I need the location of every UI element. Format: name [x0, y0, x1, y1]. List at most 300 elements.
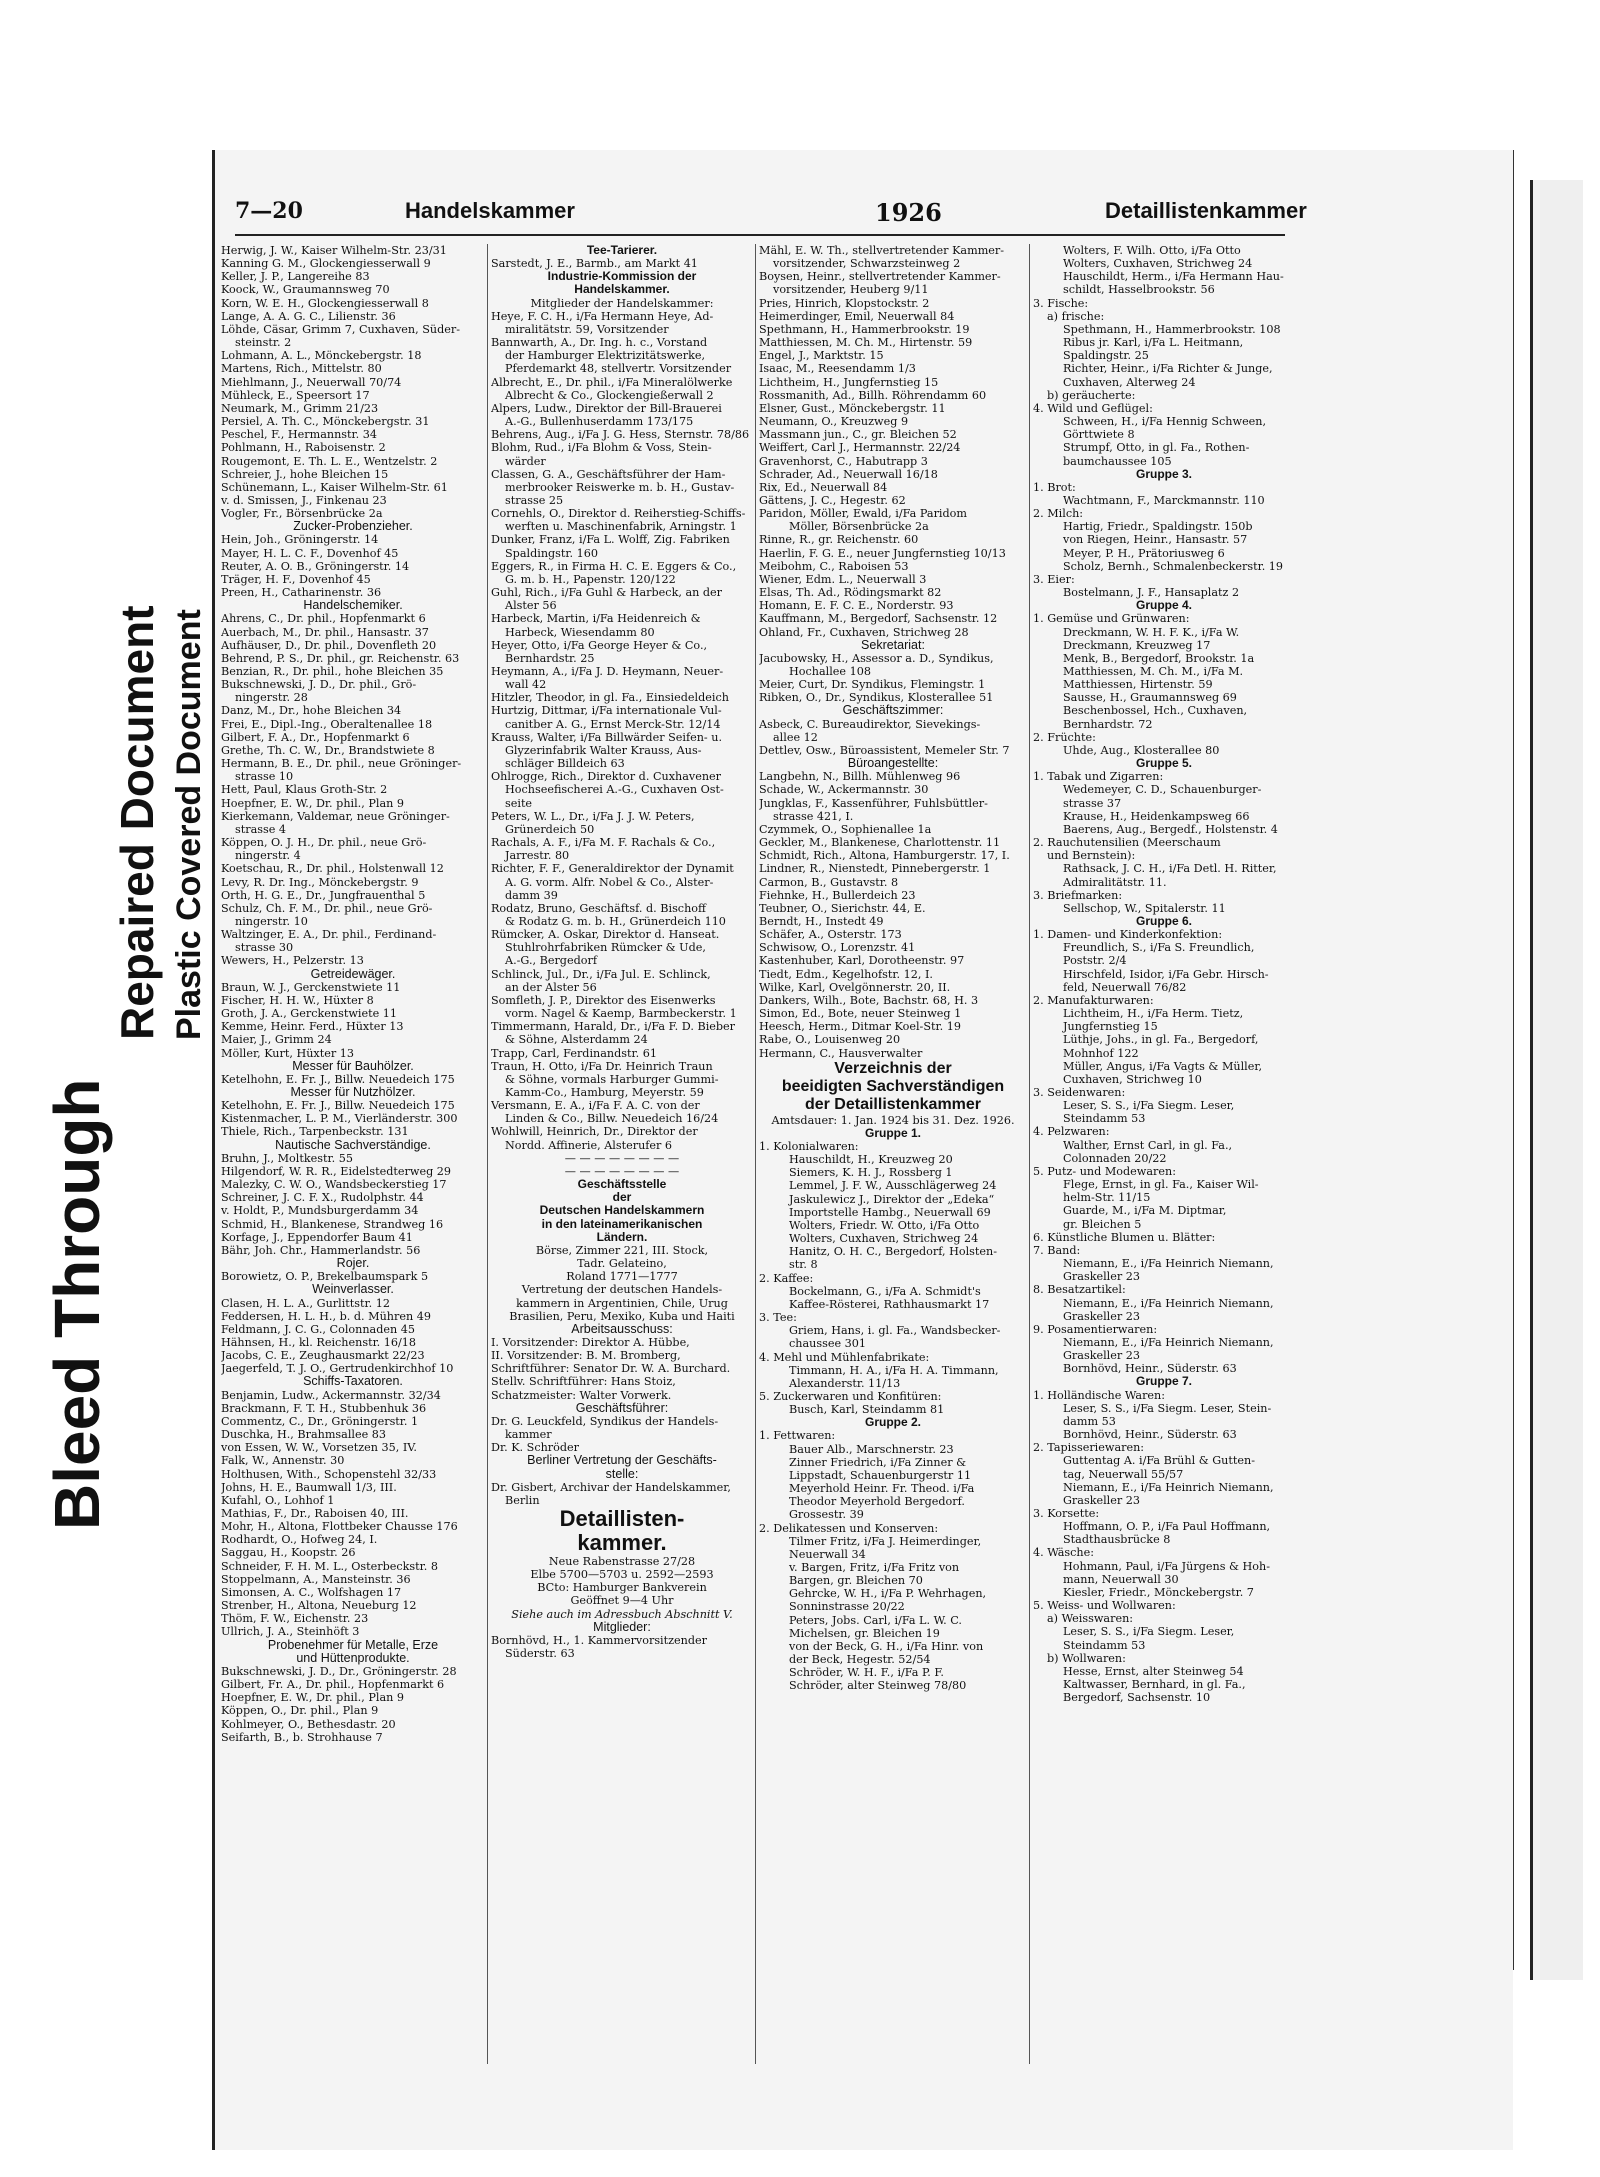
- directory-line: Brackmann, F. T. H., Stubbenhuk 36: [221, 1401, 427, 1415]
- directory-line: 4. Wild und Geflügel:: [1033, 401, 1153, 415]
- column-1: [221, 244, 485, 2074]
- directory-line: Martens, Rich., Mittelstr. 80: [221, 362, 382, 376]
- directory-line: Görttwiete 8: [1063, 428, 1135, 442]
- directory-line: Graskeller 23: [1063, 1270, 1141, 1284]
- directory-line: Rabe, O., Louisenweg 20: [759, 1033, 901, 1047]
- directory-line: schläger Billdeich 63: [505, 757, 625, 771]
- directory-line: Scholz, Bernh., Schmalenbeckerstr. 19: [1063, 559, 1284, 573]
- directory-line: Dettlev, Osw., Büroassistent, Memeler Str. 7: [759, 743, 1010, 757]
- directory-line: Braun, W. J., Gerckenstwiete 11: [221, 980, 401, 994]
- directory-line: Wiener, Edm. L., Neuerwall 3: [759, 572, 927, 586]
- directory-line: Spethmann, H., Hammerbrookstr. 108: [1063, 322, 1281, 336]
- directory-line: Simon, Ed., Bote, neuer Steinweg 1: [759, 1007, 962, 1021]
- directory-line: Elbe 5700—5703 u. 2592—2593: [530, 1568, 714, 1582]
- directory-line: Schlinck, Jul., Dr., i/Fa Jul. E. Schlinck,: [491, 967, 711, 981]
- directory-line: Lemmel, J. F. W., Ausschlägerweg 24: [789, 1179, 997, 1193]
- directory-line: Benjamin, Ludw., Ackermannstr. 32/34: [221, 1388, 441, 1402]
- directory-line: a) Weisswaren:: [1047, 1612, 1134, 1626]
- directory-line: Levy, R. Dr. Ing., Mönckebergstr. 9: [221, 875, 419, 889]
- directory-line: strasse 421, I.: [773, 809, 854, 823]
- directory-line: Ohland, Fr., Cuxhaven, Strichweg 28: [759, 625, 969, 639]
- directory-line: Rachals, A. F., i/Fa M. F. Rachals & Co.,: [491, 836, 716, 850]
- header-year: 1926: [875, 198, 942, 227]
- directory-line: Guarde, M., i/Fa M. Diptmar,: [1063, 1204, 1227, 1218]
- section-heading: beeidigten Sachverständigen: [781, 1077, 1005, 1095]
- directory-line: Freundlich, S., i/Fa S. Freundlich,: [1063, 941, 1255, 955]
- directory-line: Timmermann, Harald, Dr., i/Fa F. D. Bieber: [491, 1020, 736, 1034]
- directory-line: Hoffmann, O. P., i/Fa Paul Hoffmann,: [1063, 1520, 1271, 1534]
- directory-line: Behrend, P. S., Dr. phil., gr. Reichenstr. 63: [221, 651, 460, 665]
- directory-line: Lichtheim, H., i/Fa Herm. Tietz,: [1063, 1007, 1244, 1021]
- directory-line: Bähr, Joh. Chr., Hammerlandstr. 56: [221, 1243, 421, 1257]
- directory-line: 1. Kolonialwaren:: [759, 1140, 859, 1153]
- directory-line: Elsner, Gust., Mönckebergstr. 11: [759, 401, 946, 415]
- directory-line: Michelsen, gr. Bleichen 19: [789, 1626, 940, 1640]
- directory-line: Importstelle Hambg., Neuerwall 69: [789, 1205, 991, 1219]
- directory-line: Hermann, B. E., Dr. phil., neue Gröninger-: [221, 757, 462, 771]
- directory-line: Ketelhohn, E. Fr. J., Billw. Neuedeich 175: [221, 1099, 455, 1113]
- directory-line: Heye, F. C. H., i/Fa Hermann Heye, Ad-: [491, 309, 714, 323]
- directory-line: & Söhne, vormals Harburger Gummi-: [505, 1072, 719, 1086]
- directory-line: strasse 10: [235, 770, 294, 784]
- directory-line: Cuxhaven, Alterweg 24: [1063, 375, 1196, 389]
- directory-line: Bernhardstr. 72: [1063, 717, 1153, 731]
- directory-line: Meyer, P. H., Prätoriusweg 6: [1063, 546, 1225, 560]
- directory-line: Brasilien, Peru, Mexiko, Kuba und Haiti: [509, 1309, 735, 1323]
- section-heading: Tee-Tarierer.: [586, 244, 658, 257]
- directory-line: Orth, H. G. E., Dr., Jungfrauenthal 5: [221, 888, 426, 902]
- directory-line: Heymann, A., i/Fa J. D. Heymann, Neuer-: [491, 665, 724, 678]
- directory-line: Hochallee 108: [789, 665, 871, 678]
- directory-line: Alpers, Ludw., Direktor der Bill-Brauerei: [491, 401, 722, 415]
- directory-line: kammer: [505, 1428, 552, 1442]
- directory-line: Mähl, E. W. Th., stellvertretender Kammer-: [759, 244, 1005, 257]
- directory-line: Hartig, Friedr., Spaldingstr. 150b: [1063, 520, 1253, 534]
- directory-line: Pferdemarkt 48, stellvertr. Vorsitzender: [505, 362, 732, 376]
- directory-line: Fischer, H. H. W., Hüxter 8: [221, 993, 374, 1007]
- directory-line: Johns, H. E., Baumwall 1/3, III.: [221, 1480, 397, 1494]
- directory-line: Hein, Joh., Gröningerstr. 14: [221, 533, 379, 547]
- section-heading: Geschäftszimmer:: [842, 704, 944, 718]
- directory-line: Schäfer, A., Osterstr. 173: [759, 928, 902, 942]
- directory-line: Ullrich, J. A., Steinhöft 3: [221, 1625, 360, 1639]
- directory-line: Somfleth, J. P., Direktor des Eisenwerks: [491, 993, 716, 1007]
- directory-line: Massmann jun., C., gr. Bleichen 52: [759, 428, 957, 442]
- directory-line: Hauschildt, H., Kreuzweg 20: [789, 1153, 953, 1167]
- section-heading: Zucker-Probenzieher.: [293, 520, 413, 534]
- directory-line: Spethmann, H., Hammerbrookstr. 19: [759, 322, 970, 336]
- directory-line: Herwig, J. W., Kaiser Wilhelm-Str. 23/31: [221, 244, 447, 257]
- directory-line: Grünerdeich 50: [505, 822, 595, 836]
- directory-line: Gilbert, Fr. A., Dr. phil., Hopfenmarkt 6: [221, 1678, 445, 1692]
- directory-line: Lindner, R., Nienstedt, Pinnebergerstr. 1: [759, 862, 991, 876]
- directory-line: damm 39: [505, 888, 558, 902]
- directory-line: Leser, S. S., i/Fa Siegm. Leser,: [1063, 1625, 1235, 1639]
- directory-line: Wolters, Cuxhaven, Strichweg 24: [789, 1232, 979, 1246]
- directory-line: 1. Fettwaren:: [759, 1429, 836, 1443]
- directory-line: feld, Neuerwall 76/82: [1063, 980, 1187, 994]
- directory-line: vorsitzender, Schwarzsteinweg 2: [773, 257, 961, 271]
- directory-line: — — — — — — — —: [564, 1164, 680, 1178]
- directory-line: Busch, Karl, Steindamm 81: [789, 1403, 945, 1417]
- repaired-document-label: Repaired Document: [111, 605, 163, 1040]
- directory-line: 2. Milch:: [1033, 507, 1084, 521]
- directory-line: Tiedt, Edm., Kegelhofstr. 12, I.: [759, 967, 933, 981]
- directory-line: Sausse, H., Graumannsweg 69: [1063, 691, 1237, 705]
- directory-line: 2. Rauchutensilien (Meerschaum: [1033, 836, 1221, 850]
- directory-line: Zinner Friedrich, i/Fa Zinner &: [789, 1455, 967, 1469]
- directory-line: Rathsack, J. C. H., i/Fa Detl. H. Ritter,: [1063, 862, 1277, 876]
- section-heading: Gruppe 2.: [864, 1416, 921, 1430]
- directory-line: 7. Band:: [1033, 1243, 1081, 1257]
- directory-line: 3. Korsette:: [1033, 1507, 1100, 1520]
- page-header: [235, 198, 1307, 228]
- section-heading: Messer für Bauhölzer.: [292, 1059, 414, 1073]
- directory-line: Hanitz, O. H. C., Bergedorf, Holsten-: [789, 1245, 998, 1259]
- directory-line: 1. Holländische Waren:: [1033, 1388, 1166, 1402]
- directory-line: Lüthje, Johs., in gl. Fa., Bergedorf,: [1063, 1033, 1259, 1047]
- directory-line: Groth, J. A., Gerckenstwiete 11: [221, 1007, 398, 1021]
- directory-line: Möller, Börsenbrücke 2a: [789, 520, 929, 534]
- directory-line: 8. Besatzartikel:: [1033, 1283, 1126, 1297]
- directory-line: Kaltwasser, Bernhard, in gl. Fa.,: [1063, 1678, 1246, 1692]
- directory-line: Langbehn, N., Billh. Mühlenweg 96: [759, 770, 961, 784]
- directory-line: steinstr. 2: [235, 336, 292, 350]
- directory-line: Pohlmann, H., Raboisenstr. 2: [221, 441, 386, 455]
- directory-line: Sonninstrasse 20/22: [789, 1600, 905, 1614]
- directory-line: Dr. K. Schröder: [491, 1441, 580, 1455]
- directory-line: Holthusen, With., Schopenstehl 32/33: [221, 1467, 437, 1481]
- directory-line: werften u. Maschinenfabrik, Arningstr. 1: [505, 520, 737, 534]
- directory-line: Griem, Hans, i. gl. Fa., Wandsbecker-: [789, 1324, 1001, 1338]
- directory-line: Rossmanith, Ad., Billh. Röhrendamm 60: [759, 388, 987, 402]
- directory-line: Kemme, Heinr. Ferd., Hüxter 13: [221, 1020, 404, 1034]
- directory-line: Persiel, A. Th. C., Mönckebergstr. 31: [221, 415, 430, 429]
- directory-line: Frei, E., Dipl.-Ing., Oberaltenallee 18: [221, 717, 433, 731]
- directory-line: Bostelmann, J. F., Hansaplatz 2: [1063, 586, 1240, 600]
- directory-line: Duschka, H., Brahmsallee 83: [221, 1428, 387, 1442]
- directory-line: A. G. vorm. Alfr. Nobel & Co., Alster-: [505, 875, 714, 889]
- directory-line: Wolters, F. Wilh. Otto, i/Fa Otto: [1063, 244, 1241, 257]
- directory-line: Steindamm 53: [1063, 1638, 1146, 1652]
- section-heading: in den lateinamerikanischen: [541, 1217, 703, 1231]
- directory-line: Bruhn, J., Moltkestr. 55: [221, 1151, 353, 1165]
- section-heading: Mitglieder:: [593, 1620, 651, 1634]
- directory-line: Engel, J., Marktstr. 15: [759, 349, 884, 363]
- directory-line: Gehrcke, W. H., i/Fa P. Wehrhagen,: [789, 1587, 987, 1601]
- directory-line: Bockelmann, G., i/Fa A. Schmidt's: [789, 1284, 981, 1298]
- directory-line: Stuhlrohrfabriken Rümcker & Ude,: [505, 941, 706, 955]
- directory-line: Thiele, Rich., Tarpenbeckstr. 131: [221, 1125, 409, 1139]
- directory-line: 5. Putz- und Modewaren:: [1033, 1164, 1176, 1178]
- directory-line: vorm. Nagel & Kaemp, Barmbeckerstr. 1: [505, 1007, 737, 1021]
- directory-line: Geöffnet 9—4 Uhr: [570, 1594, 674, 1608]
- directory-line: Carmon, B., Gustavstr. 8: [759, 875, 899, 889]
- directory-line: allee 12: [773, 730, 818, 744]
- directory-line: Versmann, E. A., i/Fa F. A. C. von der: [491, 1099, 700, 1113]
- section-heading: Sekretariat:: [861, 638, 925, 652]
- header-rule: [235, 234, 1285, 236]
- directory-line: Theodor Meyerhold Bergedorf.: [789, 1495, 965, 1509]
- section-heading: Schiffs-Taxatoren.: [303, 1375, 403, 1389]
- directory-line: Tilmer Fritz, i/Fa J. Heimerdinger,: [789, 1534, 982, 1548]
- directory-line: Trapp, Carl, Ferdinandstr. 61: [491, 1046, 657, 1060]
- page-number: 7—20: [235, 198, 303, 224]
- directory-line: Leser, S. S., i/Fa Siegm. Leser, Stein-: [1063, 1401, 1272, 1415]
- directory-line: Hitzler, Theodor, in gl. Fa., Einsiedeldeich: [491, 691, 729, 705]
- directory-line: Niemann, E., i/Fa Heinrich Niemann,: [1063, 1257, 1274, 1271]
- directory-line: 4. Pelzwaren:: [1033, 1125, 1110, 1139]
- directory-line: Schneider, F. H. M. L., Osterbeckstr. 8: [221, 1559, 439, 1573]
- directory-line: Schween, H., i/Fa Hennig Schween,: [1063, 415, 1267, 429]
- directory-line: Lichtheim, H., Jungfernstieg 15: [759, 375, 939, 389]
- directory-line: Schriftführer: Senator Dr. W. A. Burchard.: [491, 1362, 731, 1376]
- section-heading: Getreidewäger.: [310, 967, 396, 981]
- directory-line: Baerens, Aug., Bergedf., Holstenstr. 4: [1063, 822, 1278, 836]
- directory-line: Peschel, F., Hermannstr. 34: [221, 428, 377, 442]
- section-heading: Gruppe 7.: [1135, 1375, 1192, 1389]
- section-heading: Handelskammer.: [574, 283, 670, 297]
- directory-line: Korfage, J., Eppendorfer Baum 41: [221, 1230, 413, 1244]
- directory-line: Schröder, W. H. F., i/Fa P. F.: [789, 1666, 944, 1680]
- directory-line: Schwisow, O., Lorenzstr. 41: [759, 941, 916, 955]
- directory-line: 1. Brot:: [1033, 480, 1076, 494]
- directory-line: Weiffert, Carl J., Hermannstr. 22/24: [759, 441, 961, 455]
- directory-line: v. Holdt, P., Mundsburgerdamm 34: [221, 1204, 419, 1218]
- directory-line: Clasen, H. L. A., Gurlittstr. 12: [221, 1296, 390, 1310]
- directory-line: Uhde, Aug., Klosterallee 80: [1063, 743, 1220, 757]
- directory-line: Ribus jr. Karl, i/Fa L. Heitmann,: [1063, 336, 1244, 350]
- directory-line: Kauffmann, M., Bergedorf, Sachsenstr. 12: [759, 612, 998, 626]
- directory-line: 2. Tapisseriewaren:: [1033, 1441, 1145, 1455]
- directory-line: Hauschildt, Herm., i/Fa Hermann Hau-: [1063, 270, 1284, 284]
- directory-line: I. Vorsitzender: Direktor A. Hübbe,: [491, 1335, 690, 1349]
- directory-line: Miehlmann, J., Neuerwall 70/74: [221, 375, 402, 389]
- directory-line: Jarrestr. 80: [505, 849, 570, 863]
- directory-line: strasse 4: [235, 822, 287, 836]
- directory-line: Amtsdauer: 1. Jan. 1924 bis 31. Dez. 1926.: [771, 1113, 1015, 1127]
- directory-line: Walther, Ernst Carl, in gl. Fa.,: [1063, 1138, 1233, 1152]
- section-heading: Ländern.: [596, 1230, 648, 1244]
- directory-line: Lippstadt, Schauenburgerstr 11: [789, 1468, 972, 1482]
- section-heading: Rojer.: [336, 1257, 370, 1271]
- directory-line: Lange, A. A. G. C., Lilienstr. 36: [221, 309, 396, 323]
- section-heading: Nautische Sachverständige.: [275, 1138, 431, 1152]
- directory-line: Hochseefischerei A.-G., Cuxhaven Ost-: [505, 783, 724, 797]
- directory-line: Jacubowsky, H., Assessor a. D., Syndikus,: [759, 651, 994, 665]
- directory-line: Korn, W. E. H., Glockengiesserwall 8: [221, 296, 429, 310]
- section-heading: kammer.: [577, 1531, 667, 1555]
- directory-line: Geckler, M., Blankenese, Charlottenstr. 11: [759, 836, 1001, 850]
- directory-line: Lohmann, A. L., Mönckebergstr. 18: [221, 349, 422, 363]
- directory-line: Schmid, H., Blankenese, Strandweg 16: [221, 1217, 444, 1231]
- directory-line: Teubner, O., Sierichstr. 44, E.: [759, 901, 926, 915]
- directory-line: Asbeck, C. Bureaudirektor, Sievekings-: [759, 717, 981, 731]
- directory-line: Bergedorf, Sachsenstr. 10: [1063, 1691, 1211, 1705]
- directory-line: Neuerwall 34: [789, 1547, 866, 1561]
- column-3: [759, 244, 1027, 2074]
- directory-line: Kohlmeyer, O., Bethesdastr. 20: [221, 1717, 396, 1731]
- directory-line: — — — — — — — —: [564, 1151, 680, 1165]
- directory-line: 3. Seidenwaren:: [1033, 1086, 1126, 1099]
- directory-line: Simonsen, A. C., Wolfshagen 17: [221, 1585, 402, 1599]
- directory-line: Jaegerfeld, T. J. O., Gertrudenkirchhof 10: [221, 1362, 454, 1376]
- directory-line: Nordd. Affinerie, Alsterufer 6: [505, 1138, 673, 1152]
- directory-line: Seifarth, B., b. Strohhause 7: [221, 1730, 383, 1744]
- directory-line: Homann, E. F. C. E., Norderstr. 93: [759, 599, 954, 613]
- section-heading: Berliner Vertretung der Geschäfts-: [527, 1454, 717, 1468]
- directory-line: Tadr. Gelateino,: [577, 1257, 667, 1271]
- directory-line: Linden & Co., Billw. Neuedeich 16/24: [505, 1112, 719, 1126]
- directory-line: Wohlwill, Heinrich, Dr., Direktor der: [491, 1125, 698, 1139]
- directory-line: Schröder, alter Steinweg 78/80: [789, 1679, 967, 1693]
- directory-line: A.-G., Bullenhuserdamm 173/175: [505, 415, 694, 429]
- directory-line: miralitätstr. 59, Vorsitzender: [505, 322, 669, 336]
- bleed-through-label: Bleed Through: [41, 1078, 113, 1530]
- directory-line: Rougemont, E. Th. L. E., Wentzelstr. 2: [221, 454, 438, 468]
- directory-line: Strenber, H., Altona, Neueburg 12: [221, 1599, 417, 1613]
- directory-line: Jacobs, C. E., Zeughausmarkt 22/23: [221, 1349, 425, 1363]
- directory-line: Leser, S. S., i/Fa Siegm. Leser,: [1063, 1099, 1235, 1113]
- directory-line: Niemann, E., i/Fa Heinrich Niemann,: [1063, 1480, 1274, 1494]
- directory-line: merbrooker Reiswerke m. b. H., Gustav-: [505, 480, 735, 494]
- directory-line: Stadthausbrücke 8: [1063, 1533, 1171, 1547]
- directory-line: 1. Tabak und Zigarren:: [1033, 770, 1164, 784]
- directory-line: Mühleck, E., Speersort 17: [221, 388, 370, 402]
- directory-line: Bukschnewski, J. D., Dr. phil., Grö-: [221, 678, 417, 692]
- directory-line: Schünemann, L., Kaiser Wilhelm-Str. 61: [221, 480, 448, 494]
- directory-line: Haerlin, F. G. E., neuer Jungfernstieg 10/13: [759, 546, 1006, 560]
- directory-line: Schatzmeister: Walter Vorwerk.: [491, 1388, 672, 1402]
- directory-line: canitber A. G., Ernst Merck-Str. 12/14: [505, 717, 721, 731]
- directory-line: Möller, Kurt, Hüxter 13: [221, 1046, 354, 1060]
- directory-line: 5. Weiss- und Wollwaren:: [1033, 1599, 1176, 1613]
- directory-line: Dreckmann, Kreuzweg 17: [1063, 638, 1211, 652]
- directory-line: Köppen, O., Dr. phil., Plan 9: [221, 1704, 379, 1718]
- directory-line: Wilke, Karl, Ovelgönnerstr. 20, II.: [759, 980, 951, 994]
- column-4: [1033, 244, 1295, 2074]
- directory-line: Börse, Zimmer 221, III. Stock,: [535, 1243, 709, 1257]
- directory-line: Glyzerinfabrik Walter Krauss, Aus-: [505, 743, 702, 757]
- directory-line: 3. Tee:: [759, 1311, 797, 1325]
- directory-line: v. d. Smissen, J., Finkenau 23: [221, 493, 387, 507]
- directory-line: Wolters, Friedr. W. Otto, i/Fa Otto: [789, 1218, 980, 1232]
- directory-line: helm-Str. 11/15: [1063, 1191, 1151, 1205]
- section-heading: der: [612, 1191, 632, 1205]
- directory-line: Koock, W., Graumannsweg 70: [221, 283, 390, 297]
- directory-line: Hermann, C., Hausverwalter: [759, 1046, 923, 1060]
- directory-line: Jungklas, F., Kassenführer, Fuhlsbüttler-: [759, 796, 988, 810]
- directory-line: Bernhardstr. 25: [505, 651, 595, 665]
- header-right-title: Detaillistenkammer: [1105, 198, 1307, 223]
- directory-line: Ahrens, C., Dr. phil., Hopfenmarkt 6: [221, 612, 426, 626]
- directory-line: Träger, H. F., Dovenhof 45: [221, 572, 371, 586]
- directory-line: Feddersen, H. L. H., b. d. Mühren 49: [221, 1309, 431, 1323]
- next-page-strip: [1530, 180, 1583, 1980]
- directory-line: wall 42: [505, 678, 547, 692]
- directory-line: Ohlrogge, Rich., Direktor d. Cuxhavener: [491, 770, 722, 784]
- directory-line: vorsitzender, Heuberg 9/11: [773, 283, 929, 297]
- directory-line: Benzian, R., Dr. phil., hohe Bleichen 35: [221, 665, 444, 678]
- directory-line: Krause, H., Heidenkampsweg 66: [1063, 809, 1250, 823]
- directory-line: seite: [505, 796, 533, 810]
- directory-line: Dr. G. Leuckfeld, Syndikus der Handels-: [491, 1414, 719, 1428]
- directory-line: Mathias, F., Dr., Raboisen 40, III.: [221, 1507, 409, 1520]
- directory-line: strasse 30: [235, 941, 294, 955]
- directory-line: 3. Briefmarken:: [1033, 888, 1123, 902]
- directory-line: Berndt, H., Instedt 49: [759, 914, 884, 928]
- directory-line: Paridon, Möller, Ewald, i/Fa Paridom: [759, 507, 967, 521]
- directory-line: Köppen, O. J. H., Dr. phil., neue Grö-: [221, 836, 427, 850]
- section-heading: Arbeitsausschuss:: [571, 1322, 673, 1336]
- section-heading: Gruppe 4.: [1135, 599, 1192, 613]
- directory-line: Dunker, Franz, i/Fa L. Wolff, Zig. Fabriken: [491, 533, 730, 547]
- directory-line: Reuter, A. O. B., Gröningerstr. 14: [221, 559, 410, 573]
- directory-line: Wachtmann, F., Marckmannstr. 110: [1063, 493, 1265, 507]
- directory-line: Eggers, R., in Firma H. C. E. Eggers & Co.,: [491, 559, 737, 573]
- directory-line: Meier, Curt, Dr. Syndikus, Flemingstr. 1: [759, 678, 986, 692]
- directory-line: Harbeck, Martin, i/Fa Heidenreich &: [491, 612, 701, 626]
- directory-line: Sellschop, W., Spitalerstr. 11: [1063, 901, 1226, 915]
- directory-line: Commentz, C., Dr., Gröningerstr. 1: [221, 1414, 419, 1428]
- directory-line: Malezky, C. W. O., Wandsbeckerstieg 17: [221, 1178, 447, 1192]
- directory-line: Roland 1771—1777: [566, 1270, 678, 1284]
- directory-line: Siemers, K. H. J., Rossberg 1: [789, 1166, 953, 1180]
- directory-line: 5. Zuckerwaren und Konfitüren:: [759, 1389, 942, 1403]
- section-heading: Industrie-Kommission der: [547, 270, 697, 284]
- directory-line: Neue Rabenstrasse 27/28: [548, 1555, 696, 1568]
- directory-line: Richter, Heinr., i/Fa Richter & Junge,: [1063, 362, 1273, 376]
- directory-line: Niemann, E., i/Fa Heinrich Niemann,: [1063, 1335, 1274, 1349]
- directory-line: ningerstr. 28: [235, 691, 308, 705]
- directory-line: 2. Manufakturwaren:: [1033, 993, 1154, 1007]
- section-heading: Messer für Nutzhölzer.: [290, 1086, 416, 1099]
- directory-line: Schulz, Ch. F. M., Dr. phil., neue Grö-: [221, 901, 433, 915]
- directory-line: Hilgendorf, W. R. R., Eidelstedterweg 29: [221, 1164, 452, 1178]
- directory-line: Schreiner, J. C. F. X., Rudolphstr. 44: [221, 1191, 424, 1205]
- directory-line: Meyerhold Heinr. Fr. Theod. i/Fa: [789, 1482, 975, 1496]
- directory-line: Bukschnewski, J. D., Dr., Gröningerstr. 28: [221, 1664, 457, 1678]
- section-heading: Probenehmer für Metalle, Erze: [267, 1638, 439, 1652]
- directory-line: Wedemeyer, C. D., Schauenburger-: [1063, 783, 1262, 797]
- directory-line: Spaldingstr. 25: [1063, 349, 1149, 363]
- directory-line: 2. Delikatessen und Konserven:: [759, 1521, 939, 1535]
- directory-line: Bornhövd, Heinr., Süderstr. 63: [1063, 1428, 1237, 1442]
- directory-line: Dreckmann, W. H. F. K., i/Fa W.: [1063, 625, 1240, 639]
- directory-line: Gilbert, F. A., Dr., Hopfenmarkt 6: [221, 730, 410, 744]
- directory-line: Waltzinger, E. A., Dr. phil., Ferdinand-: [221, 928, 437, 942]
- column-divider: [487, 244, 488, 2064]
- directory-line: strasse 25: [505, 493, 564, 507]
- directory-line: Albrecht, E., Dr. phil., i/Fa Mineralölwerke: [491, 375, 733, 389]
- directory-line: str. 8: [789, 1258, 818, 1272]
- directory-line: Kiesler, Friedr., Mönckebergstr. 7: [1063, 1585, 1254, 1599]
- directory-line: Vertretung der deutschen Handels-: [521, 1283, 723, 1297]
- directory-line: II. Vorsitzender: B. M. Bromberg,: [491, 1349, 681, 1363]
- directory-line: Richter, F. F., Generaldirektor der Dynamit: [491, 862, 734, 876]
- directory-line: Schmidt, Rich., Altona, Hamburgerstr. 17, I.: [759, 849, 1010, 863]
- directory-line: Hoepfner, E. W., Dr. phil., Plan 9: [221, 1691, 405, 1705]
- directory-line: Danz, M., Dr., hohe Bleichen 34: [221, 704, 402, 718]
- directory-line: Matthiessen, Hirtenstr. 59: [1063, 678, 1213, 692]
- directory-line: ningerstr. 10: [235, 914, 308, 928]
- section-heading: stelle:: [605, 1467, 639, 1481]
- directory-line: Graskeller 23: [1063, 1349, 1141, 1363]
- directory-line: 9. Posamentierwaren:: [1033, 1322, 1158, 1336]
- directory-line: Maier, J., Grimm 24: [221, 1033, 332, 1047]
- directory-line: Hurtzig, Dittmar, i/Fa internationale Vul-: [491, 704, 722, 718]
- plastic-covered-label: Plastic Covered Document: [170, 609, 208, 1040]
